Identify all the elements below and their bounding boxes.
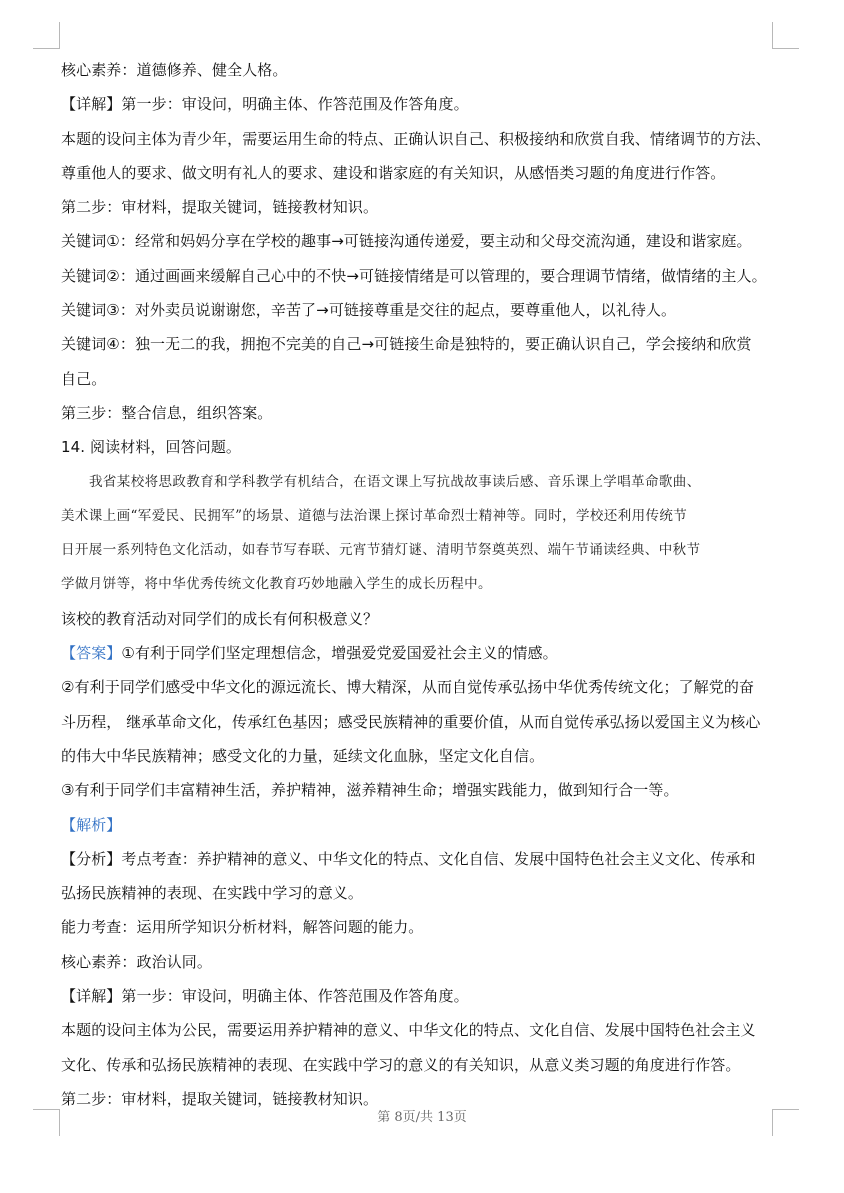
material-passage-line: 日开展一系列特色文化活动，如春节写春联、元宵节猜灯谜、清明节祭奠英烈、端午节诵读经典、中秋节 bbox=[61, 542, 701, 559]
text-line: 本题的设问主体为青少年，需要运用生命的特点、正确认识自己、积极接纳和欣赏自我、情绪调节的方法、 bbox=[61, 129, 771, 148]
answer-text: ①有利于同学们坚定理想信念，增强爱党爱国爱社会主义的情感。 bbox=[121, 644, 558, 663]
text-line: 关键词②：通过画画来缓解自己心中的不快→可链接情绪是可以管理的，要合理调节情绪，做情绪的主人。 bbox=[61, 266, 767, 285]
text-line: 文化、传承和弘扬民族精神的表现、在实践中学习的意义的有关知识，从意义类习题的角度进行作答。 bbox=[61, 1055, 741, 1074]
text-line: 弘扬民族精神的表现、在实践中学习的意义。 bbox=[61, 884, 364, 903]
text-line: 关键词④：独一无二的我，拥抱不完美的自己→可链接生命是独特的，要正确认识自己，学会接纳和欣赏 bbox=[61, 335, 752, 354]
text-line: 第二步：审材料，提取关键词，链接教材知识。 bbox=[61, 198, 379, 217]
answer-line: 斗历程， 继承革命文化，传承红色基因；感受民族精神的重要价值，从而自觉传承弘扬以爱国主义为核心 bbox=[61, 712, 761, 731]
text-line: 自己。 bbox=[61, 369, 107, 388]
analysis-label: 【解析】 bbox=[61, 815, 122, 834]
text-line: 关键词③：对外卖员说谢谢您，辛苦了→可链接尊重是交往的起点，要尊重他人，以礼待人。 bbox=[61, 301, 677, 320]
text-line: 本题的设问主体为公民，需要运用养护精神的意义、中华文化的特点、文化自信、发展中国特色社会主义 bbox=[61, 1021, 756, 1040]
answer-label: 【答案】 bbox=[61, 644, 122, 663]
page-corner-mark-top-left bbox=[33, 22, 60, 49]
answer-line bbox=[61, 636, 781, 670]
text-line: 关键词①：经常和妈妈分享在学校的趣事→可链接沟通传递爱，要主动和父母交流沟通，建设和谐家庭。 bbox=[61, 232, 752, 251]
text-line: 【详解】第一步：审设问，明确主体、作答范围及作答角度。 bbox=[61, 95, 469, 114]
question-heading: 14. 阅读材料，回答问题。 bbox=[61, 438, 242, 457]
page-footer: 第 8页/共 13页 bbox=[377, 1110, 467, 1125]
text-line: 第二步：审材料，提取关键词，链接教材知识。 bbox=[61, 1089, 379, 1108]
question-prompt: 该校的教育活动对同学们的成长有何积极意义？ bbox=[61, 609, 379, 628]
text-line: 第三步：整合信息，组织答案。 bbox=[61, 403, 273, 422]
material-passage-line: 我省某校将思政教育和学科教学有机结合，在语文课上写抗战故事读后感、音乐课上学唱革命歌曲、 bbox=[89, 473, 701, 490]
material-passage-line: 学做月饼等，将中华优秀传统文化教育巧妙地融入学生的成长历程中。 bbox=[61, 576, 492, 593]
text-line: 核心素养：道德修养、健全人格。 bbox=[61, 61, 288, 79]
answer-line: ②有利于同学们感受中华文化的源远流长、博大精深，从而自觉传承弘扬中华优秀传统文化；了解党的奋 bbox=[61, 678, 755, 697]
material-passage-line: 美术课上画“军爱民、民拥军”的场景、道德与法治课上探讨革命烈士精神等。同时，学校还利用传统节 bbox=[61, 507, 688, 524]
text-line: 尊重他人的要求、做文明有礼人的要求、建设和谐家庭的有关知识，从感悟类习题的角度进行作答。 bbox=[61, 163, 726, 182]
text-line: 能力考查：运用所学知识分析材料，解答问题的能力。 bbox=[61, 918, 424, 937]
text-line: 核心素养：政治认同。 bbox=[61, 952, 213, 971]
text-line: 【详解】第一步：审设问，明确主体、作答范围及作答角度。 bbox=[61, 987, 469, 1006]
document-body bbox=[61, 53, 781, 1116]
text-line: 【分析】考点考查：养护精神的意义、中华文化的特点、文化自信、发展中国特色社会主义文化、传承和 bbox=[61, 849, 756, 868]
answer-line: ③有利于同学们丰富精神生活，养护精神，滋养精神生命；增强实践能力，做到知行合一等。 bbox=[61, 781, 679, 800]
page-corner-mark-top-right bbox=[772, 22, 799, 49]
answer-line: 的伟大中华民族精神；感受文化的力量，延续文化血脉，坚定文化自信。 bbox=[61, 746, 545, 765]
